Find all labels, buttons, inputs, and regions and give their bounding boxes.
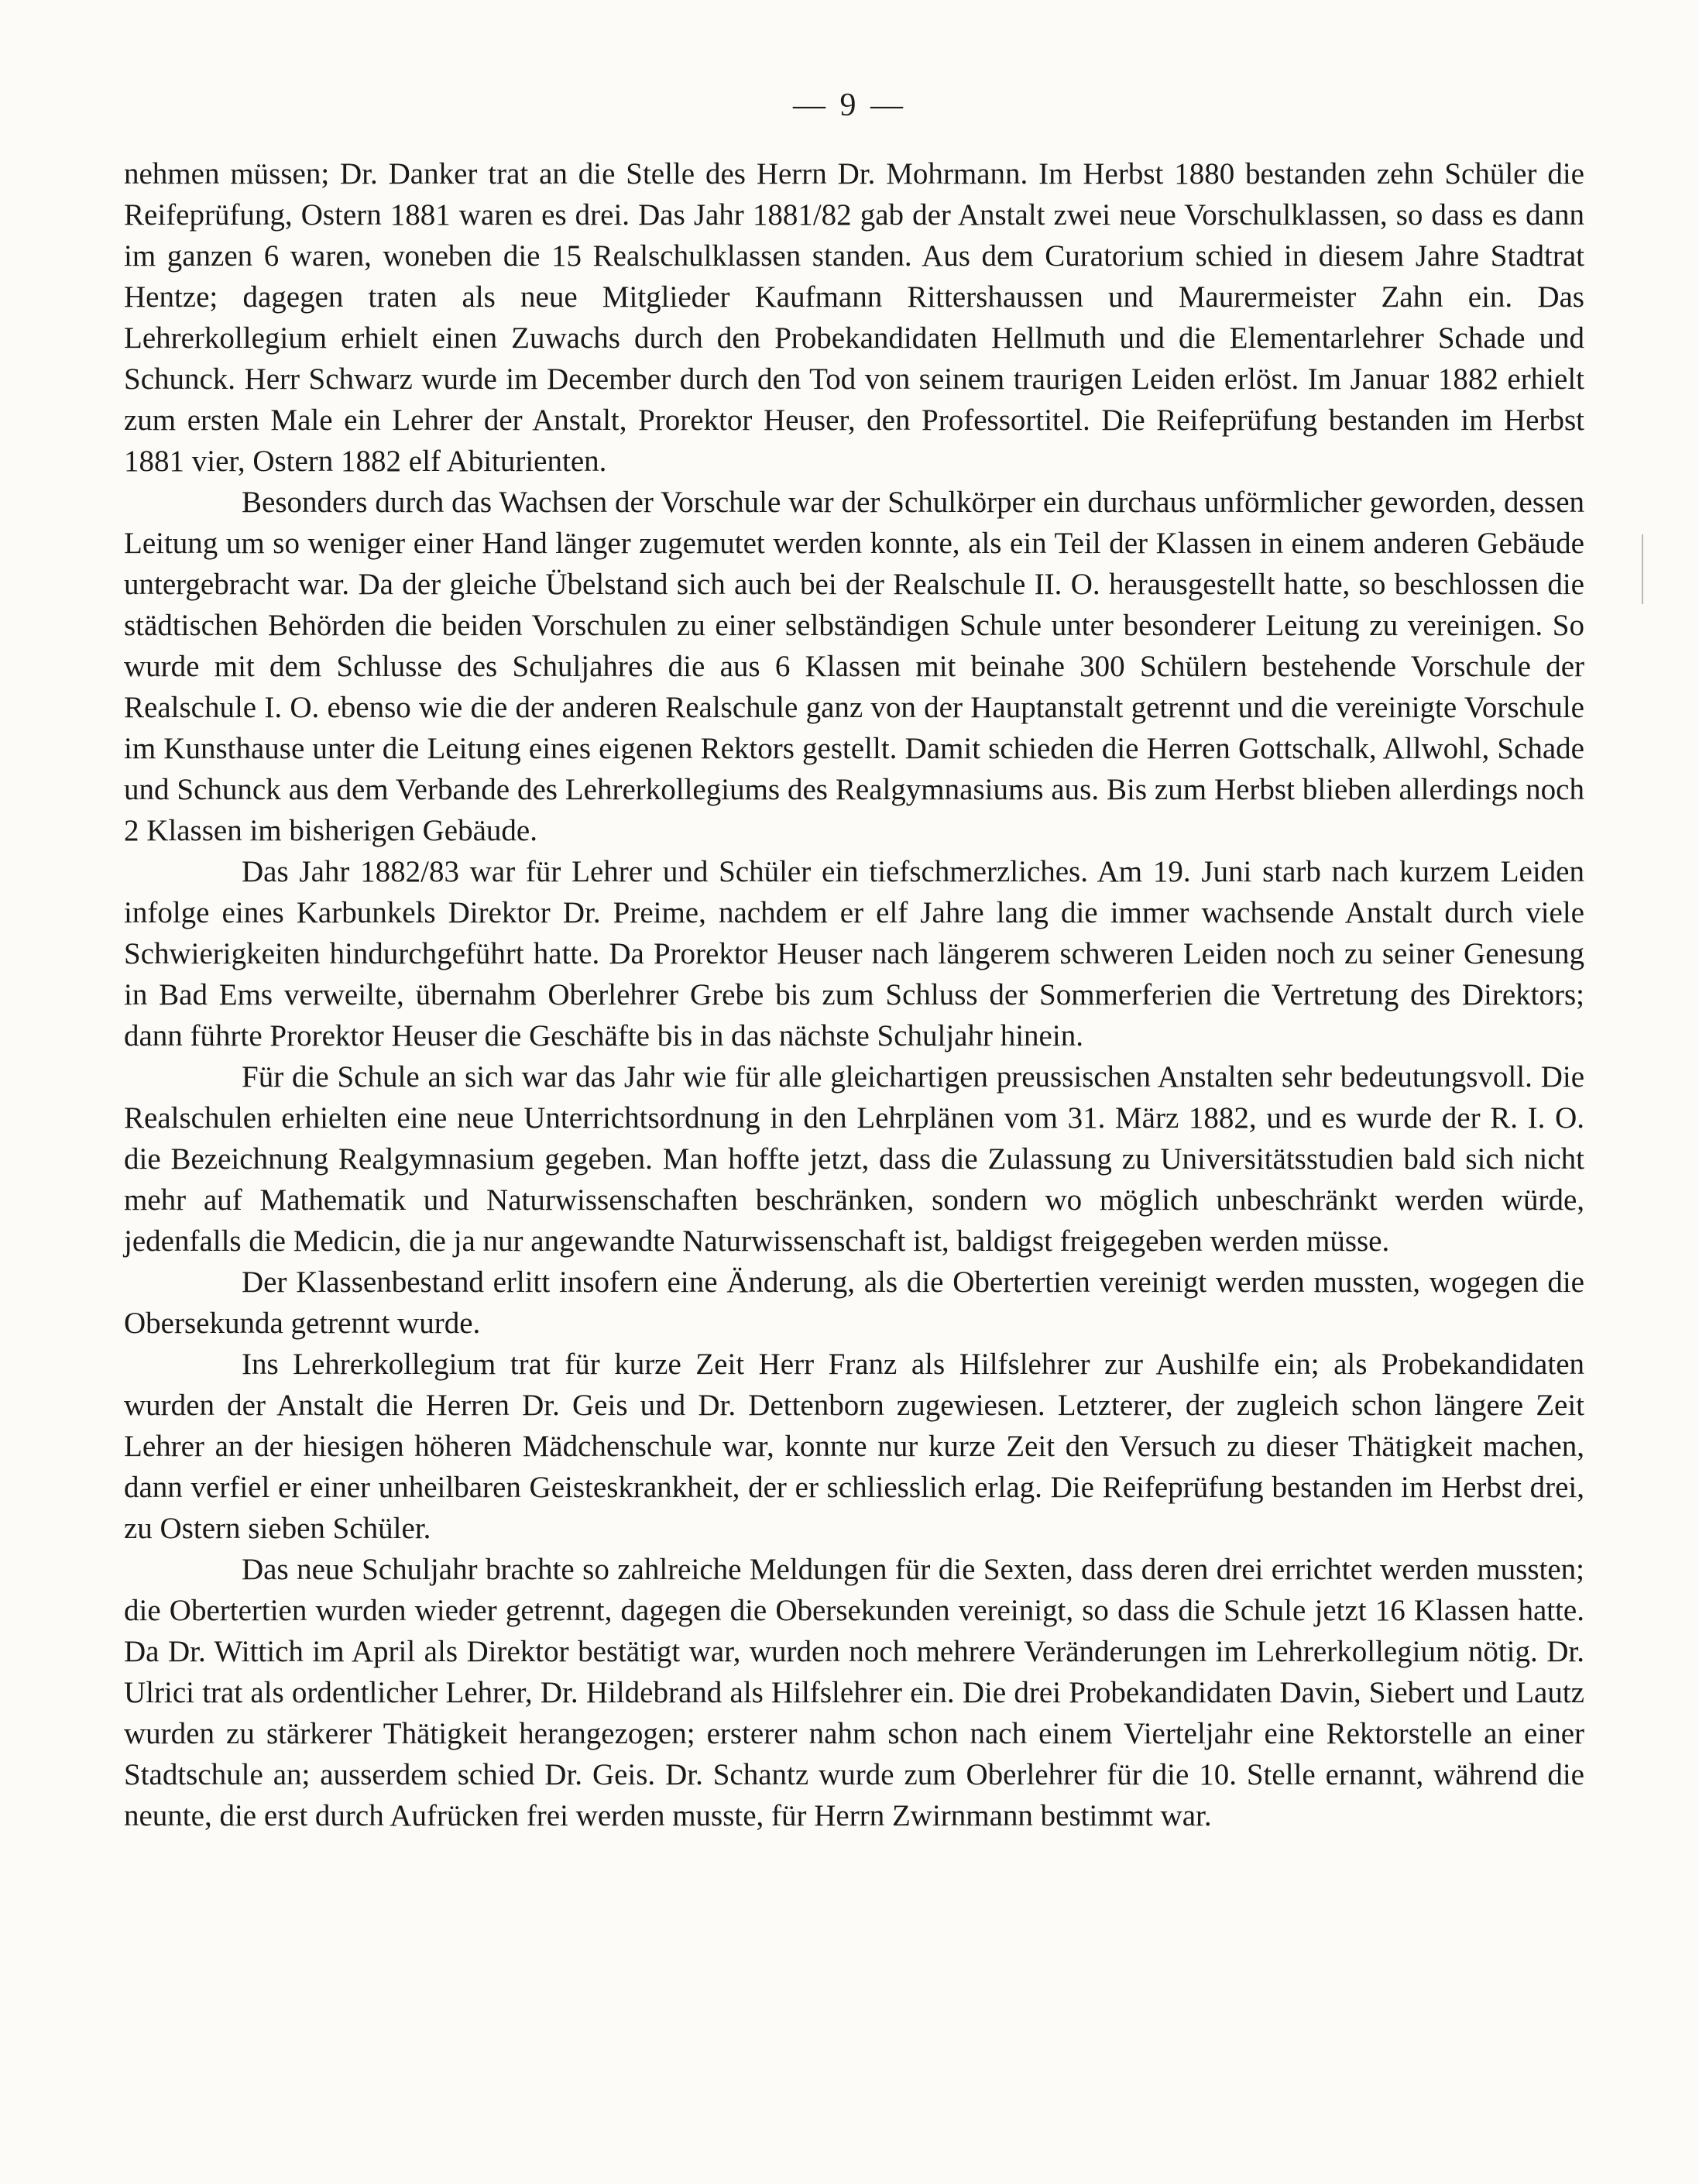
paragraph-7: Das neue Schuljahr brachte so zahlreiche Meldungen für die Sexten, dass deren drei errichtet werden mussten; die Obertertien wurden wieder getrennt, dagegen die Obersekunden vereinigt, so dass die Schule jetzt 16 Klassen hatte. Da Dr. Wittich im April als Direktor bestätigt war, wurden noch mehrere Veränderungen im Lehrerkollegium nötig. Dr. Ulrici trat als ordentlicher Lehrer, Dr. Hildebrand als Hilfslehrer ein. Die drei Probekandidaten Davin, Siebert und Lautz wurden zu stärkerer Thätigkeit herangezogen; ersterer nahm schon nach einem Vierteljahr eine Rektorstelle an einer Stadtschule an; ausserdem schied Dr. Geis. Dr. Schantz wurde zum Oberlehrer für die 10. Stelle ernannt, während die neunte, die erst durch Aufrücken frei werden musste, für Herrn Zwirnmann bestimmt war. [124,1553,1584,1832]
body-text [124,153,1584,1836]
paragraph-1: nehmen müssen; Dr. Danker trat an die Stelle des Herrn Dr. Mohrmann. Im Herbst 1880 bestanden zehn Schüler die Reifeprüfung, Ostern 1881 waren es drei. Das Jahr 1881/82 gab der Anstalt zwei neue Vorschulklassen, so dass es dann im ganzen 6 waren, woneben die 15 Realschulklassen standen. Aus dem Curatorium schied in diesem Jahre Stadtrat Hentze; dagegen traten als neue Mitglieder Kaufmann Rittershaussen und Maurermeister Zahn ein. Das Lehrerkollegium erhielt einen Zuwachs durch den Probekandidaten Hellmuth und die Elementarlehrer Schade und Schunck. Herr Schwarz wurde im December durch den Tod von seinem traurigen Leiden erlöst. Im Januar 1882 erhielt zum ersten Male ein Lehrer der Anstalt, Prorektor Heuser, den Professortitel. Die Reifeprüfung bestanden im Herbst 1881 vier, Ostern 1882 elf Abiturienten. [124,157,1584,478]
margin-mark [1642,534,1643,604]
page-number: — 9 — [793,88,906,123]
paragraph-2: Besonders durch das Wachsen der Vorschule war der Schulkörper ein durchaus unförmlicher geworden, dessen Leitung um so weniger einer Hand länger zugemutet werden konnte, als ein Teil der Klassen in einem anderen Gebäude untergebracht war. Da der gleiche Übelstand sich auch bei der Realschule II. O. herausgestellt hatte, so beschlossen die städtischen Behörden die beiden Vorschulen zu einer selbständigen Schule unter besonderer Leitung zu vereinigen. So wurde mit dem Schlusse des Schuljahres die aus 6 Klassen mit beinahe 300 Schülern bestehende Vorschule der Realschule I. O. ebenso wie die der anderen Realschule ganz von der Hauptanstalt getrennt und die vereinigte Vorschule im Kunsthause unter die Leitung eines eigenen Rektors gestellt. Damit schieden die Herren Gottschalk, Allwohl, Schade und Schunck aus dem Verbande des Lehrerkollegiums des Realgymnasiums aus. Bis zum Herbst blieben allerdings noch 2 Klassen im bisherigen Gebäude. [124,486,1584,847]
paragraph-3: Das Jahr 1882/83 war für Lehrer und Schüler ein tiefschmerzliches. Am 19. Juni starb nach kurzem Leiden infolge eines Karbunkels Direktor Dr. Preime, nachdem er elf Jahre lang die immer wachsende Anstalt durch viele Schwierigkeiten hindurchgeführt hatte. Da Prorektor Heuser nach längerem schweren Leiden noch zu seiner Genesung in Bad Ems verweilte, übernahm Oberlehrer Grebe bis zum Schluss der Sommerferien die Vertretung des Direktors; dann führte Prorektor Heuser die Geschäfte bis in das nächste Schuljahr hinein. [124,855,1584,1053]
paragraph-4: Für die Schule an sich war das Jahr wie für alle gleichartigen preussischen Anstalten sehr bedeutungsvoll. Die Realschulen erhielten eine neue Unterrichtsordnung in den Lehrplänen vom 31. März 1882, und es wurde der R. I. O. die Bezeichnung Realgymnasium gegeben. Man hoffte jetzt, dass die Zulassung zu Universitätsstudien bald sich nicht mehr auf Mathematik und Naturwissenschaften beschränken, sondern wo möglich unbeschränkt werden würde, jedenfalls die Medicin, die ja nur angewandte Naturwissenschaft ist, baldigst freigegeben werden müsse. [124,1060,1584,1258]
paragraph-5: Der Klassenbestand erlitt insofern eine Änderung, als die Obertertien vereinigt werden mussten, wogegen die Obersekunda getrennt wurde. [124,1265,1584,1340]
paragraph-6: Ins Lehrerkollegium trat für kurze Zeit Herr Franz als Hilfslehrer zur Aushilfe ein; als Probekandidaten wurden der Anstalt die Herren Dr. Geis und Dr. Dettenborn zugewiesen. Letzterer, der zugleich schon längere Zeit Lehrer an der hiesigen höheren Mädchenschule war, konnte nur kurze Zeit den Versuch zu dieser Thätigkeit machen, dann verfiel er einer unheilbaren Geisteskrankheit, der er schliesslich erlag. Die Reifeprüfung bestanden im Herbst drei, zu Ostern sieben Schüler. [124,1348,1584,1545]
